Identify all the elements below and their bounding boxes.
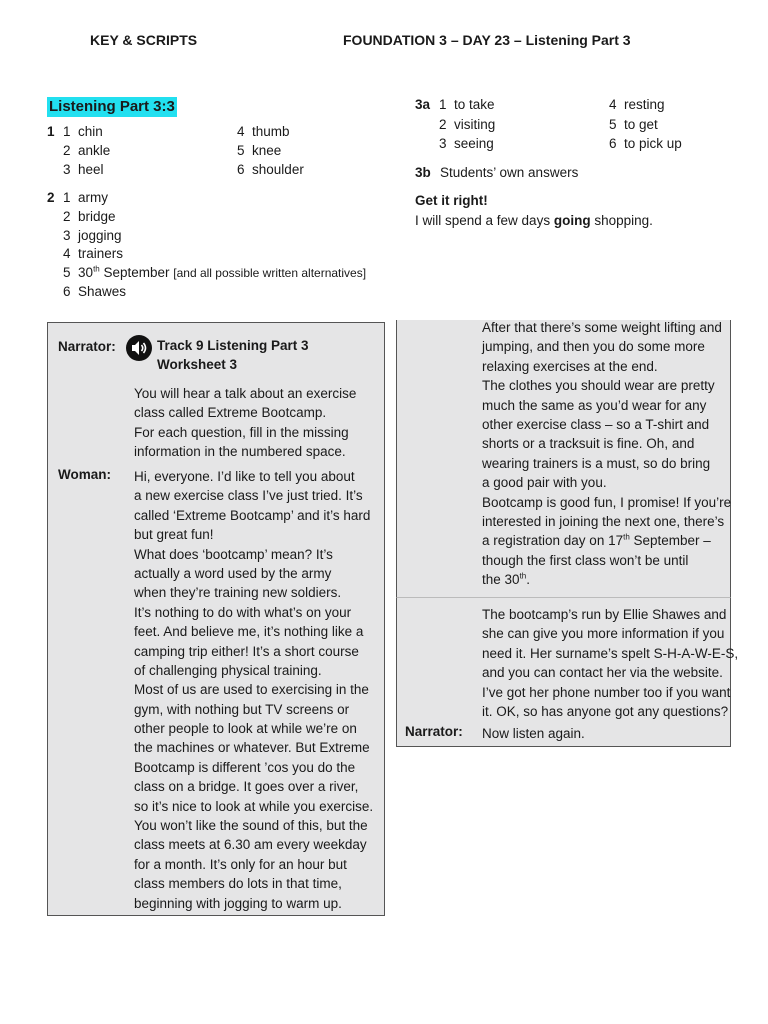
q1-number: 1: [47, 124, 55, 139]
q3a-item: 2 visiting: [439, 117, 496, 132]
q2-number: 2: [47, 190, 55, 205]
q2-item: 2 bridge: [63, 209, 116, 224]
script-box-left: [47, 322, 385, 916]
q3a-item: 1 to take: [439, 97, 495, 112]
narrator2-label: Narrator:: [405, 724, 463, 739]
narrator2-text: Now listen again.: [482, 726, 585, 741]
section-title: Listening Part 3:3: [49, 98, 175, 115]
header-left: KEY & SCRIPTS: [90, 32, 198, 48]
q3a-item: 5 to get: [609, 117, 658, 132]
script-box-right-lower: [396, 597, 739, 747]
q2-item: 6 Shawes: [63, 284, 127, 299]
q2-item: 5 30th September [and all possible written alternatives]: [63, 264, 367, 280]
narrator-label: Narrator:: [58, 339, 116, 354]
intro-text: You will hear a talk about an exercise class called Extreme Bootcamp. For each question, fill in the missing information in the numbered space.: [134, 386, 357, 460]
q2-item: 4 trainers: [63, 246, 124, 261]
woman-speech: Hi, everyone. I’d like to tell you about a new exercise class I’ve just tried. It’s called ‘Extreme Bootcamp’ and it’s hard but great fun! What does ‘bootcamp’ mean? It’s actually a word used by the army when they’re training new soldiers. It’s nothing to do with what’s on your feet. And believe me, it’s nothing like a camping trip either! It’s a short course of challenging physical training. Most of us are used to exercising in the gym, with nothing but TV screens or other people to look at while we’re on the machines or whatever. But Extreme Bootcamp is different ’cos you do the class on a bridge. It goes over a river, so it’s nice to look at while you exercise. You won’t like the sound of this, but the class meets at 6.30 am every weekday for a month. It’s only for an hour but class members do lots in that time, beginning with jogging to warm up.: [134, 469, 374, 911]
q1-item: 6 shoulder: [237, 162, 304, 177]
woman-speech-continued: After that there’s some weight lifting and jumping, and then you do some more relaxing exercises at the end. The clothes you should wear are pretty much the same as you’d wear for any other exercise class – so a T-shirt and shorts or a tracksuit is fine. Oh, and wearing trainers is a must, so do bring a good pair with you. Bootcamp is good fun, I promise! If you’re interested in joining the next one, there’s a registration day on 17th September – though the first class won’t be until the 30th.: [482, 320, 732, 588]
q3a-number: 3a: [415, 97, 431, 112]
q1-item: 5 knee: [237, 143, 282, 158]
audio-speaker-icon[interactable]: [126, 335, 152, 361]
q3a-item: 4 resting: [609, 97, 665, 112]
get-it-right-title: Get it right!: [415, 193, 488, 208]
q3b-text: Students’ own answers: [440, 165, 579, 180]
q1-item: 2 ankle: [63, 143, 111, 158]
q2-item: 3 jogging: [63, 228, 122, 243]
track-title: Track 9 Listening Part 3: [157, 338, 309, 353]
get-it-right-sentence: I will spend a few days going shopping.: [415, 213, 653, 228]
woman-speech-final: The bootcamp’s run by Ellie Shawes and she can give you more information if you need it. Her surname’s spelt S-H-A-W-E-S, and you can contact her via the website. I’ve got her phone number too if you want it. OK, so has anyone got any questions?: [482, 607, 739, 719]
q1-item: 1 chin: [63, 124, 103, 139]
q1-item: 3 heel: [63, 162, 104, 177]
q2-item: 1 army: [63, 190, 109, 205]
q1-item: 4 thumb: [237, 124, 290, 139]
track-subtitle: Worksheet 3: [157, 357, 238, 372]
script-box-right-upper: [396, 320, 731, 597]
q3b-number: 3b: [415, 165, 431, 180]
q3a-item: 6 to pick up: [609, 136, 682, 151]
header-right: FOUNDATION 3 – DAY 23 – Listening Part 3: [343, 32, 631, 48]
woman-label: Woman:: [58, 467, 111, 482]
q3a-item: 3 seeing: [439, 136, 494, 151]
